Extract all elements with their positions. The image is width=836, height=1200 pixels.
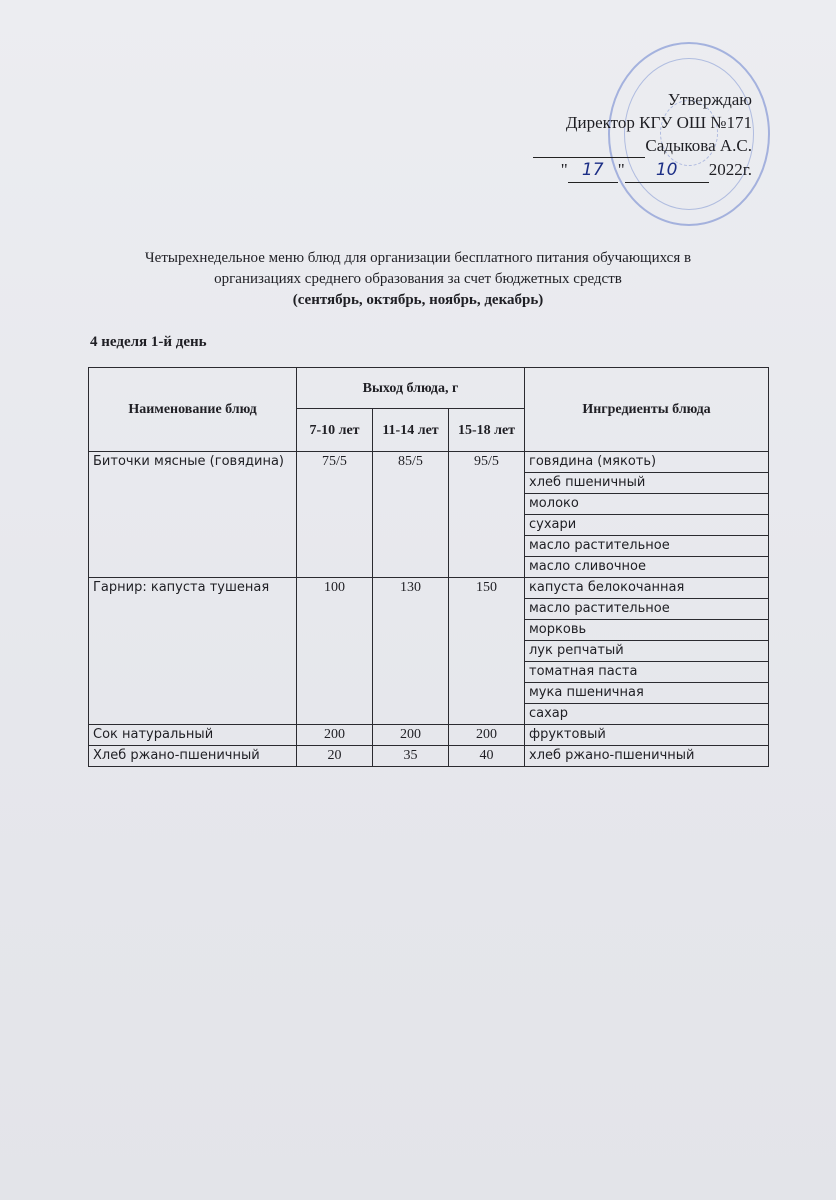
header-yield: Выход блюда, г xyxy=(297,368,525,409)
menu-table xyxy=(88,367,769,767)
approval-heading: Утверждаю xyxy=(667,90,752,109)
ingredient: томатная паста xyxy=(525,662,769,683)
dish-name: Сок натуральный xyxy=(89,725,297,746)
header-age-11-14: 11-14 лет xyxy=(373,409,449,452)
dish-name: Хлеб ржано-пшеничный xyxy=(89,746,297,767)
title-months: (сентябрь, октябрь, ноябрь, декабрь) xyxy=(292,292,544,308)
ingredient: фруктовый xyxy=(525,725,769,746)
yield-15-18: 40 xyxy=(449,746,525,767)
ingredient: капуста белокочанная xyxy=(525,578,769,599)
week-day-label: 4 неделя 1-й день xyxy=(90,334,207,350)
yield-11-14: 85/5 xyxy=(373,452,449,578)
dish-name: Биточки мясные (говядина) xyxy=(89,452,297,578)
ingredient: сухари xyxy=(525,515,769,536)
signature-blank xyxy=(533,134,645,158)
approver-position: Директор КГУ ОШ №171 xyxy=(565,113,752,132)
ingredient: хлеб ржано-пшеничный xyxy=(525,746,769,767)
yield-11-14: 200 xyxy=(373,725,449,746)
table-row xyxy=(89,746,769,767)
date-month-blank xyxy=(625,158,709,183)
ingredient: масло растительное xyxy=(525,536,769,557)
approval-block xyxy=(422,88,752,183)
yield-15-18: 200 xyxy=(449,725,525,746)
approval-date xyxy=(422,158,752,183)
date-quote-close: " xyxy=(617,160,625,179)
dish-name: Гарнир: капуста тушеная xyxy=(89,578,297,725)
date-month: 10 xyxy=(655,160,678,180)
yield-7-10: 200 xyxy=(297,725,373,746)
ingredient: масло растительное xyxy=(525,599,769,620)
ingredient: морковь xyxy=(525,620,769,641)
yield-7-10: 75/5 xyxy=(297,452,373,578)
date-year: 2022г. xyxy=(708,160,752,179)
table-row xyxy=(89,452,769,473)
ingredient: лук репчатый xyxy=(525,641,769,662)
ingredient: сахар xyxy=(525,704,769,725)
header-ingredients: Ингредиенты блюда xyxy=(525,368,769,452)
signature-line xyxy=(422,134,752,158)
ingredient: говядина (мякоть) xyxy=(525,452,769,473)
yield-15-18: 95/5 xyxy=(449,452,525,578)
header-age-15-18: 15-18 лет xyxy=(449,409,525,452)
ingredient: молоко xyxy=(525,494,769,515)
header-dish-name: Наименование блюд xyxy=(89,368,297,452)
table-row xyxy=(89,725,769,746)
ingredient: мука пшеничная xyxy=(525,683,769,704)
yield-11-14: 35 xyxy=(373,746,449,767)
table-row xyxy=(89,578,769,599)
title-line-1: Четырехнедельное меню блюд для организации бесплатного питания обучающихся в xyxy=(144,250,692,266)
ingredient: масло сливочное xyxy=(525,557,769,578)
date-day: 17 xyxy=(581,160,604,180)
yield-11-14: 130 xyxy=(373,578,449,725)
ingredient: хлеб пшеничный xyxy=(525,473,769,494)
title-line-2: организациях среднего образования за счет бюджетных средств xyxy=(214,271,622,287)
yield-7-10: 100 xyxy=(297,578,373,725)
date-quote-open: " xyxy=(560,160,568,179)
header-age-7-10: 7-10 лет xyxy=(297,409,373,452)
signatory-name: Садыкова А.С. xyxy=(645,136,752,155)
yield-7-10: 20 xyxy=(297,746,373,767)
document-title xyxy=(60,248,776,311)
yield-15-18: 150 xyxy=(449,578,525,725)
date-day-blank xyxy=(568,158,618,183)
